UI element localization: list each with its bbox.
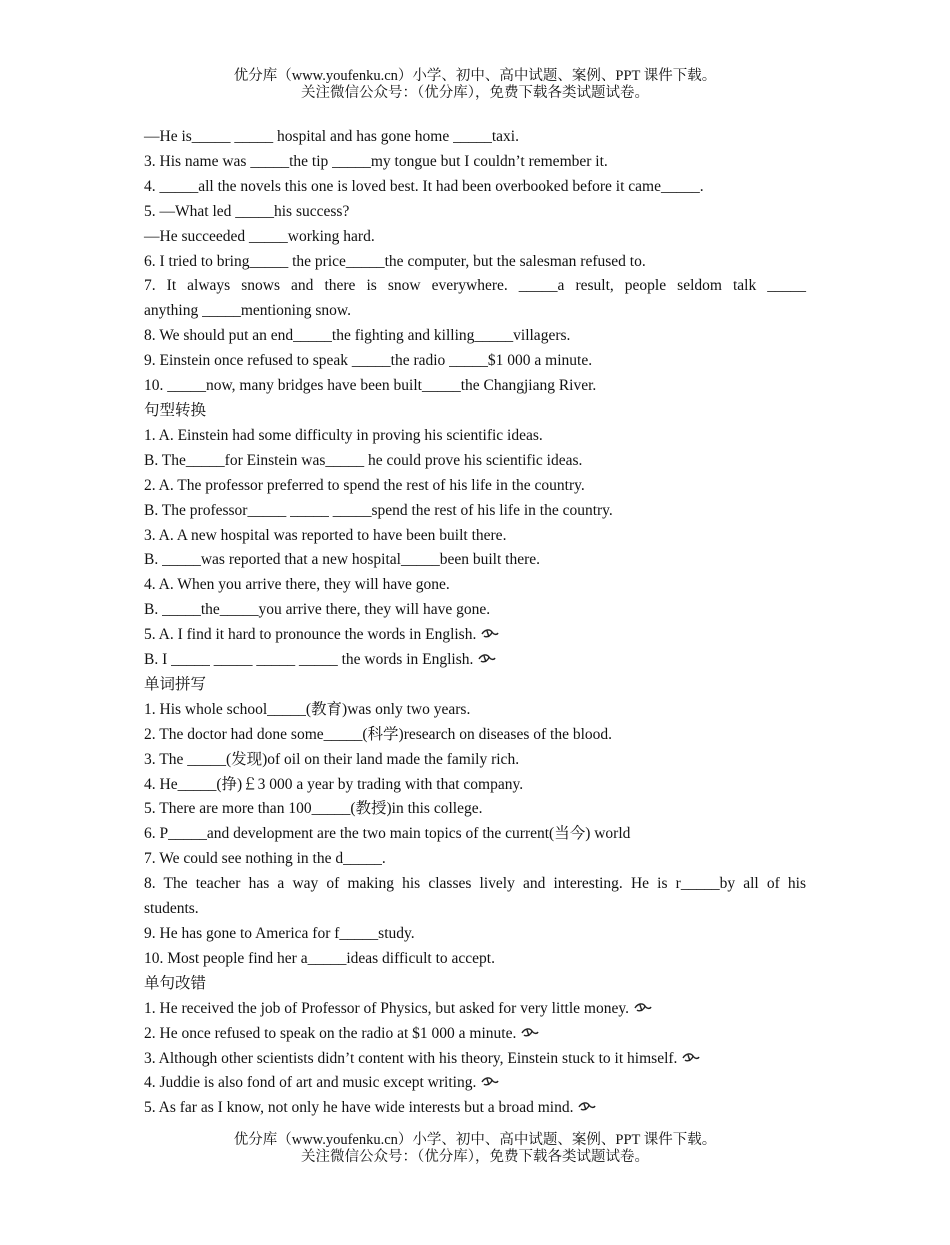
exercise-line: 4. He_____(挣)￡3 000 a year by trading with that company. — [144, 775, 524, 793]
section-title: 单句改错 — [144, 974, 207, 992]
page-header — [0, 68, 950, 102]
line-text: 5. A. I find it hard to pronounce the words in English. — [144, 626, 477, 644]
exercise-line: 10. Most people find her a_____ideas difficult to accept. — [144, 949, 495, 967]
exercise-line: 8. The teacher has a way of making his classes lively and interesting. He is r_____by all of his — [144, 875, 806, 893]
exercise-line: —He succeeded _____working hard. — [144, 227, 375, 245]
exercise-line: 3. His name was _____the tip _____my tongue but I couldn’t remember it. — [144, 152, 608, 170]
exercise-line: 8. We should put an end_____the fighting and killing_____villagers. — [144, 327, 571, 345]
paragraph-mark-icon — [478, 653, 496, 665]
line-text: 5. As far as I know, not only he have wide interests but a broad mind. — [144, 1099, 574, 1117]
exercise-line: 3. A. A new hospital was reported to have been built there. — [144, 526, 507, 544]
exercise-line: —He is_____ _____ hospital and has gone home _____taxi. — [144, 128, 519, 145]
exercise-line: 5. —What led _____his success? — [144, 202, 350, 220]
exercise-line: 9. Einstein once refused to speak _____the radio _____$1 000 a minute. — [144, 352, 593, 370]
exercise-line: 9. He has gone to America for f_____study. — [144, 925, 415, 942]
error-correction-section — [144, 972, 806, 1121]
footer-line-2: 关注微信公众号：（优分库），免费下载各类试题试卷。 — [301, 1149, 649, 1165]
paragraph-mark-icon — [521, 1027, 539, 1039]
exercise-line: 7. It always snows and there is snow everywhere. _____a result, people seldom talk _____ — [144, 277, 806, 295]
exercise-line-with-mark — [144, 1022, 806, 1047]
exercise-line: 2. The doctor had done some_____(科学)research on diseases of the blood. — [144, 725, 613, 743]
exercise-line-with-mark — [144, 1047, 806, 1072]
paragraph-mark-icon — [682, 1052, 700, 1064]
section-title: 单词拼写 — [144, 675, 207, 693]
exercise-line: anything _____mentioning snow. — [144, 302, 351, 320]
spelling-section — [144, 673, 806, 972]
footer-line-1: 优分库（www.youfenku.cn）小学、初中、高中试题、案例、PPT 课件下载。 — [233, 1132, 717, 1148]
page-footer — [0, 1132, 950, 1166]
exercise-line: 2. A. The professor preferred to spend the rest of his life in the country. — [144, 476, 585, 494]
exercise-line: B. _____was reported that a new hospital_____been built there. — [144, 551, 541, 569]
paragraph-mark-icon — [481, 628, 499, 640]
exercise-line: 4. _____all the novels this one is loved best. It had been overbooked before it came_____. — [144, 177, 704, 195]
header-line-2: 关注微信公众号：（优分库），免费下载各类试题试卷。 — [301, 85, 649, 101]
line-text: 2. He once refused to speak on the radio at $1 000 a minute. — [144, 1024, 517, 1042]
exercise-line: 6. P_____and development are the two main topics of the current(当今) world — [144, 825, 631, 843]
exercise-line-with-mark — [144, 1071, 806, 1096]
exercise-line-with-mark — [144, 623, 806, 648]
paragraph-mark-icon — [481, 1076, 499, 1088]
line-text: B. I _____ _____ _____ _____ the words in English. — [144, 651, 474, 669]
exercise-line: B. The professor_____ _____ _____spend the rest of his life in the country. — [144, 501, 613, 519]
paragraph-mark-icon — [634, 1002, 652, 1014]
exercise-line: 6. I tried to bring_____ the price_____the computer, but the salesman refused to. — [144, 252, 646, 270]
exercise-line: 3. The _____(发现)of oil on their land made the family rich. — [144, 750, 520, 768]
exercise-line: 4. A. When you arrive there, they will have gone. — [144, 576, 450, 594]
line-text: 3. Although other scientists didn’t content with his theory, Einstein stuck to it himself. — [144, 1049, 678, 1067]
exercise-line: 1. A. Einstein had some difficulty in proving his scientific ideas. — [144, 426, 543, 444]
exercise-line: B. _____the_____you arrive there, they will have gone. — [144, 601, 491, 619]
exercise-line: 7. We could see nothing in the d_____. — [144, 850, 386, 868]
exercise-line: 10. _____now, many bridges have been built_____the Changjiang River. — [144, 377, 597, 395]
exercise-line-with-mark — [144, 997, 806, 1022]
line-text: 4. Juddie is also fond of art and music except writing. — [144, 1074, 477, 1092]
exercise-line: 5. There are more than 100_____(教授)in this college. — [144, 800, 483, 818]
exercise-line-with-mark — [144, 648, 806, 673]
paragraph-mark-icon — [578, 1101, 596, 1113]
exercise-line-with-mark — [144, 1096, 806, 1121]
line-text: 1. He received the job of Professor of Physics, but asked for very little money. — [144, 999, 629, 1017]
section-title: 句型转换 — [144, 401, 207, 419]
header-line-1: 优分库（www.youfenku.cn）小学、初中、高中试题、案例、PPT 课件下载。 — [233, 68, 717, 84]
exercise-line: B. The_____for Einstein was_____ he could prove his scientific ideas. — [144, 451, 583, 469]
exercise-body — [144, 125, 806, 1121]
exercise-line: 1. His whole school_____(教育)was only two years. — [144, 700, 471, 718]
exercise-line: students. — [144, 900, 199, 918]
fill-blanks-section — [144, 125, 806, 399]
sentence-transform-section — [144, 399, 806, 673]
